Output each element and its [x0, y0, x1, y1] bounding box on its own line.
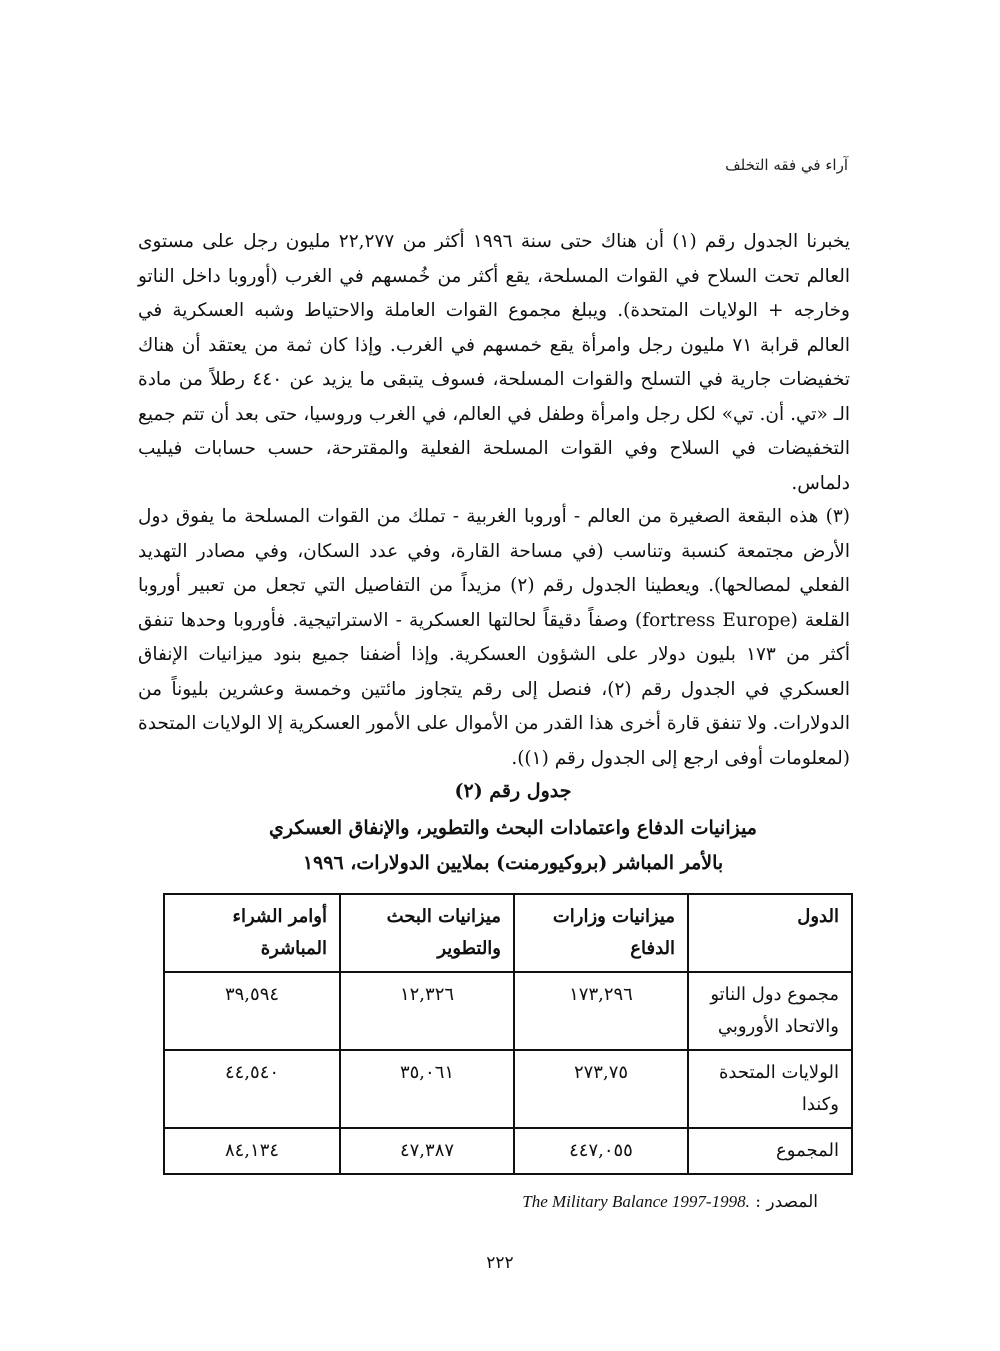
defense-budget-cell: ٢٧٣,٧٥ [514, 1050, 688, 1128]
rnd-budget-cell: ٣٥,٠٦١ [340, 1050, 514, 1128]
row-label: مجموع دول الناتو والاتحاد الأوروبي [688, 972, 852, 1050]
header-procurement: أوامر الشراء المباشرة [164, 894, 340, 972]
procurement-cell: ٣٩,٥٩٤ [164, 972, 340, 1050]
header-defense-budgets: ميزانيات وزارات الدفاع [514, 894, 688, 972]
defense-budget-table [163, 893, 853, 1175]
table-row [164, 972, 852, 1050]
defense-budget-cell: ٤٤٧,٠٥٥ [514, 1128, 688, 1174]
defense-budget-cell: ١٧٣,٢٩٦ [514, 972, 688, 1050]
row-label: الولايات المتحدة وكندا [688, 1050, 852, 1128]
table-title-line-1: ميزانيات الدفاع واعتمادات البحث والتطوير، والإنفاق العسكري [269, 817, 757, 839]
table-number: جدول رقم (٢) [454, 780, 572, 802]
header-countries: الدول [688, 894, 852, 972]
source-label: المصدر : [755, 1192, 818, 1212]
procurement-cell: ٤٤,٥٤٠ [164, 1050, 340, 1128]
running-head: آراء في فقه التخلف [725, 156, 848, 174]
source-text: The Military Balance 1997-1998. [522, 1192, 750, 1211]
procurement-cell: ٨٤,١٣٤ [164, 1128, 340, 1174]
table-title-line-2: بالأمر المباشر (بروكيورمنت) بملايين الدولارات، ١٩٩٦ [302, 852, 724, 874]
header-rnd-budgets: ميزانيات البحث والتطوير [340, 894, 514, 972]
table-total-row [164, 1128, 852, 1174]
row-label: المجموع [688, 1128, 852, 1174]
page-number: ٢٢٢ [486, 1253, 514, 1273]
source-note [522, 1192, 818, 1212]
body-paragraph-2: (٣) هذه البقعة الصغيرة من العالم - أوروبا الغربية - تملك من القوات المسلحة ما يفوق دول الأرض مجتمعة كنسبة وتناسب (في مساحة القارة، وفي عدد السكان، وفي مصادر التهديد الفعلي لمصالحها). ويعطينا الجدول رقم (٢) مزيداً من التفاصيل التي تجعل من تعبير أوروبا القلعة (fortress Europe) وصفاً دقيقاً لحالتها العسكرية - الاستراتيجية. فأوروبا وحدها تنفق أكثر من ١٧٣ بليون دولار على الشؤون العسكرية. وإذا أضفنا جميع بنود ميزانيات الإنفاق العسكري في الجدول رقم (٢)، فنصل إلى رقم يتجاوز مائتين وخمسة وعشرين بليوناً من الدولارات. ولا تنفق قارة أخرى هذا القدر من الأموال على الأمور العسكرية إلا الولايات المتحدة (لمعلومات أوفى ارجع إلى الجدول رقم (١)). [138, 506, 850, 769]
table-header-row [164, 894, 852, 972]
rnd-budget-cell: ١٢,٣٢٦ [340, 972, 514, 1050]
table-row [164, 1050, 852, 1128]
rnd-budget-cell: ٤٧,٣٨٧ [340, 1128, 514, 1174]
body-paragraph-1: يخبرنا الجدول رقم (١) أن هناك حتى سنة ١٩٩٦ أكثر من ٢٢,٢٧٧ مليون رجل على مستوى العالم تحت السلاح في القوات المسلحة، يقع أكثر من خُمسهم في الغرب (أوروبا داخل الناتو وخارجه + الولايات المتحدة). ويبلغ مجموع القوات العاملة والاحتياط وشبه العسكرية في العالم قرابة ٧١ مليون رجل وامرأة يقع خمسهم في الغرب. وإذا كان ثمة من يعتقد أن هناك تخفيضات جارية في التسلح والقوات المسلحة، فسوف يتبقى ما يزيد عن ٤٤٠ رطلاً من مادة الـ «تي. أن. تي» لكل رجل وامرأة وطفل في العالم، في الغرب وروسيا، حتى بعد أن تتم جميع التخفيضات في السلاح وفي القوات المسلحة الفعلية والمقترحة، حسب حسابات فيليب دلماس. [138, 231, 851, 494]
